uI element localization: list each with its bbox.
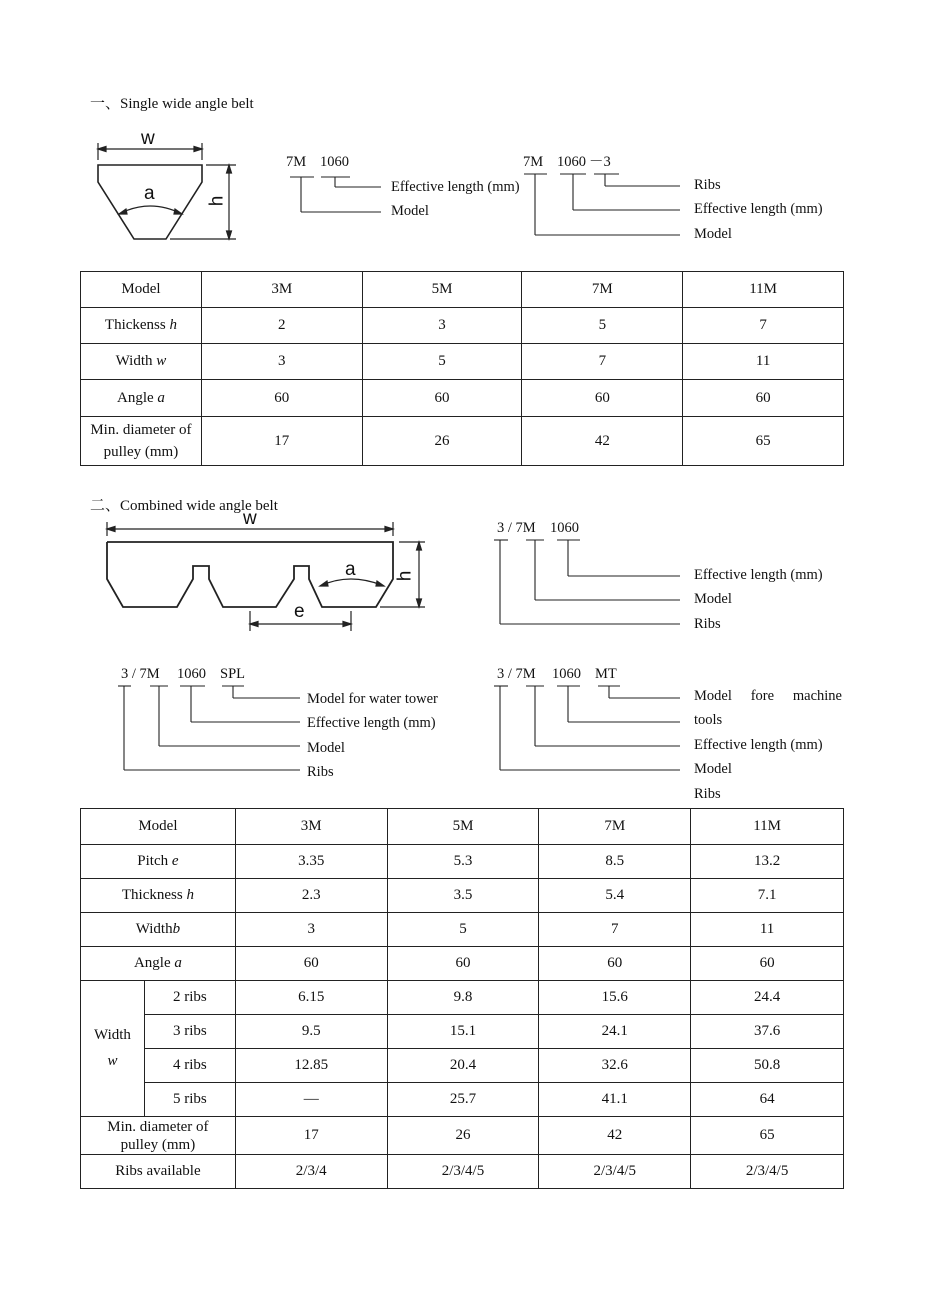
row-label: Ribs available [81,1155,236,1189]
cell: 2.3 [235,879,387,913]
combined-belt-spec-table [80,808,844,1189]
code2-length: 1060 [557,154,586,170]
section1-heading: 一、Single wide angle belt [90,96,254,112]
dim-a-label: a [144,183,155,204]
row-label: Angle a [81,380,202,417]
table-row [81,1015,844,1049]
s2code2-ribs-model: 3 / 7M [121,666,160,682]
header-cell: 11M [691,809,844,845]
code2-ribs: －3 [589,154,611,170]
row-label: Min. diameter of pulley (mm) [81,1117,236,1155]
s2code3-label-ribs: Ribs [694,786,721,802]
cell: 60 [539,947,691,981]
ribs-label: 5 ribs [144,1083,235,1117]
cell: 6.15 [235,981,387,1015]
code2-label-model: Model [694,226,732,242]
dim-h-label: h [206,195,228,207]
s2code3-length: 1060 [552,666,581,682]
cell: 60 [683,380,844,417]
cell: 17 [201,417,362,466]
cell: 26 [387,1117,539,1155]
s2code2-label-water-tower: Model for water tower [307,691,438,707]
cell: 25.7 [387,1083,539,1117]
row-label: Thickness h [81,879,236,913]
header-cell: 11M [683,272,844,308]
s2code3-label-model: Model [694,761,732,777]
header-cell: 5M [387,809,539,845]
s2code1-length: 1060 [550,520,579,536]
cell: 50.8 [691,1049,844,1083]
header-cell: Model [81,809,236,845]
cell: 11 [683,344,844,380]
row-label: Thickenss h [81,308,202,344]
code2-label-length: Effective length (mm) [694,201,823,217]
s2code3-suffix: MT [595,666,617,682]
row-label: Pitch e [81,845,236,879]
table-row [81,1155,844,1189]
combined-dim-h-label: h [394,570,416,582]
cell: 7 [539,913,691,947]
s2code1-label-model: Model [694,591,732,607]
cell: 64 [691,1083,844,1117]
cell: 3 [201,344,362,380]
table-row [81,845,844,879]
s2code2-suffix: SPL [220,666,245,682]
cell: 7 [683,308,844,344]
header-cell: Model [81,272,202,308]
combined-dim-a-label: a [345,559,356,580]
cell: 32.6 [539,1049,691,1083]
code1-label-model: Model [391,203,429,219]
cell: 7 [522,344,683,380]
dim-w-label: w [141,128,155,149]
cell: 24.4 [691,981,844,1015]
cell: 2/3/4/5 [691,1155,844,1189]
cell: 24.1 [539,1015,691,1049]
cell: 41.1 [539,1083,691,1117]
code2-label-ribs: Ribs [694,177,721,193]
cell: 5 [387,913,539,947]
cell: 15.6 [539,981,691,1015]
cell: 60 [522,380,683,417]
cell: 20.4 [387,1049,539,1083]
cell: 65 [691,1117,844,1155]
header-cell: 3M [201,272,362,308]
header-cell: 5M [362,272,522,308]
cell: 2/3/4/5 [387,1155,539,1189]
s2code3-ribs-model: 3 / 7M [497,666,536,682]
width-group-label: Width w [81,981,145,1117]
cell: 3.5 [387,879,539,913]
cell: 5.4 [539,879,691,913]
table-row [81,913,844,947]
cell: 9.5 [235,1015,387,1049]
cell: 3 [362,308,522,344]
s2code1-label-length: Effective length (mm) [694,567,823,583]
cell: 12.85 [235,1049,387,1083]
ribs-label: 2 ribs [144,981,235,1015]
header-cell: 7M [539,809,691,845]
cell: 5.3 [387,845,539,879]
table-header-row [81,809,844,845]
cell: 2 [201,308,362,344]
cell: 17 [235,1117,387,1155]
s2code3-label-machine: Model fore machine [694,688,842,704]
cell: 9.8 [387,981,539,1015]
cell: 8.5 [539,845,691,879]
cell: 11 [691,913,844,947]
table-row [81,879,844,913]
cell: 60 [235,947,387,981]
cell: 42 [539,1117,691,1155]
code1-length: 1060 [320,154,349,170]
s2code3-label-length: Effective length (mm) [694,737,823,753]
combined-dim-e-label: e [294,601,305,622]
cell: 60 [362,380,522,417]
s2code2-label-length: Effective length (mm) [307,715,436,731]
cell: 15.1 [387,1015,539,1049]
row-label: Widthb [81,913,236,947]
cell: 37.6 [691,1015,844,1049]
code2-model: 7M [523,154,544,170]
section2-heading: 二、Combined wide angle belt [90,498,278,514]
cell: 5 [522,308,683,344]
table-row [81,1117,844,1155]
row-label: Width w [81,344,202,380]
s2code1-label-ribs: Ribs [694,616,721,632]
cell: 7.1 [691,879,844,913]
ribs-label: 4 ribs [144,1049,235,1083]
cell: 3 [235,913,387,947]
cell: 5 [362,344,522,380]
cell: — [235,1083,387,1117]
s2code2-label-model: Model [307,740,345,756]
cell: 42 [522,417,683,466]
cell: 13.2 [691,845,844,879]
ribs-label: 3 ribs [144,1015,235,1049]
s2code1-ribs-model: 3 / 7M [497,520,536,536]
cell: 60 [387,947,539,981]
cell: 26 [362,417,522,466]
cell: 2/3/4/5 [539,1155,691,1189]
cell: 2/3/4 [235,1155,387,1189]
table-row [81,1083,844,1117]
row-label: Min. diameter of pulley (mm) [81,417,202,466]
s2code2-length: 1060 [177,666,206,682]
code1-label-length: Effective length (mm) [391,179,520,195]
code1-model: 7M [286,154,307,170]
table-row [81,1049,844,1083]
header-cell: 3M [235,809,387,845]
header-cell: 7M [522,272,683,308]
table-row [81,947,844,981]
cell: 3.35 [235,845,387,879]
cell: 60 [201,380,362,417]
cell: 65 [683,417,844,466]
table-row [81,981,844,1015]
cell: 60 [691,947,844,981]
s2code2-label-ribs: Ribs [307,764,334,780]
row-label: Angle a [81,947,236,981]
combined-dim-w-label: w [243,508,257,529]
s2code3-label-tools: tools [694,712,723,728]
